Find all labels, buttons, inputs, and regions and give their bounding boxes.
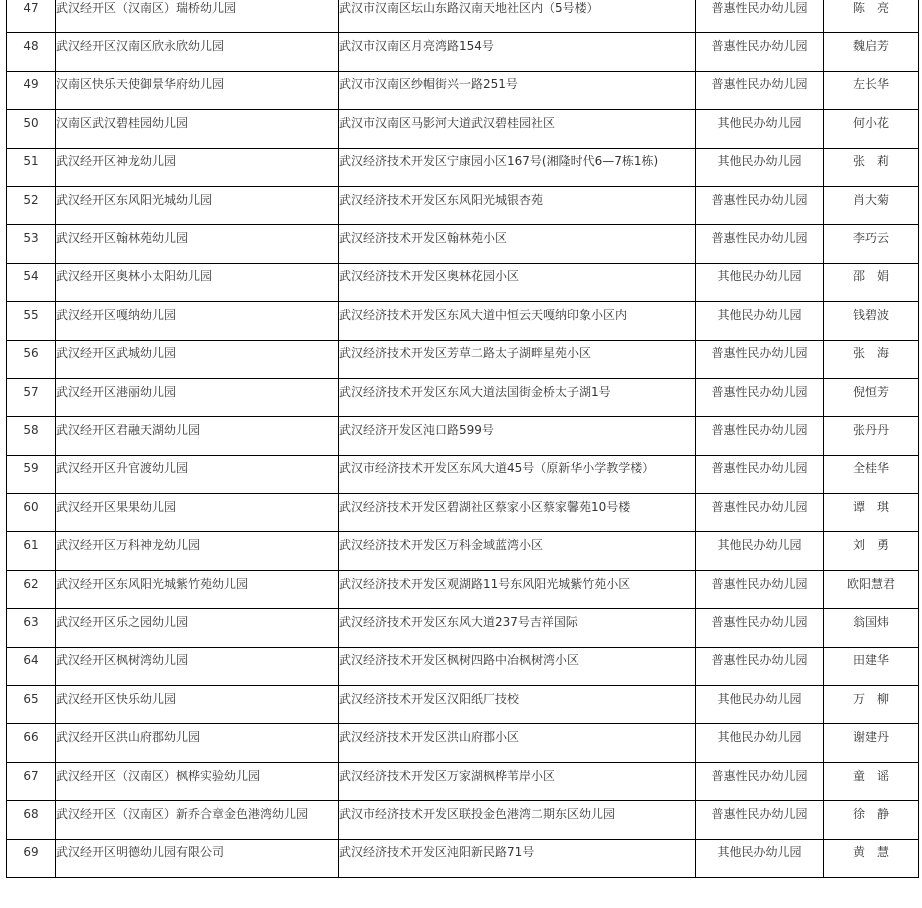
kindergarten-type: 其他民办幼儿园 — [696, 686, 824, 724]
kindergarten-type: 普惠性民办幼儿园 — [696, 762, 824, 800]
kindergarten-name: 武汉经开区明德幼儿园有限公司 — [56, 839, 339, 877]
table-row — [7, 186, 919, 224]
kindergarten-address: 武汉经济技术开发区洪山府郡小区 — [339, 724, 696, 762]
kindergarten-type: 普惠性民办幼儿园 — [696, 340, 824, 378]
principal-name: 童 谣 — [824, 762, 919, 800]
table-row — [7, 263, 919, 301]
table-row — [7, 455, 919, 493]
row-number: 60 — [7, 494, 56, 532]
kindergarten-address: 武汉经济技术开发区芳草二路太子湖畔星苑小区 — [339, 340, 696, 378]
row-number: 49 — [7, 71, 56, 109]
kindergarten-type: 普惠性民办幼儿园 — [696, 225, 824, 263]
kindergarten-address: 武汉经济技术开发区奥林花园小区 — [339, 263, 696, 301]
kindergarten-type: 普惠性民办幼儿园 — [696, 609, 824, 647]
kindergarten-type: 普惠性民办幼儿园 — [696, 71, 824, 109]
kindergarten-type: 普惠性民办幼儿园 — [696, 494, 824, 532]
kindergarten-address: 武汉经济技术开发区东风阳光城银杏苑 — [339, 186, 696, 224]
kindergarten-type: 普惠性民办幼儿园 — [696, 186, 824, 224]
row-number: 67 — [7, 762, 56, 800]
kindergarten-name: 武汉经开区（汉南区）瑞桥幼儿园 — [56, 0, 339, 33]
kindergarten-address: 武汉经济技术开发区东风大道法国街金桥太子湖1号 — [339, 378, 696, 416]
kindergarten-address: 武汉经济技术开发区万家湖枫桦苇岸小区 — [339, 762, 696, 800]
row-number: 54 — [7, 263, 56, 301]
row-number: 50 — [7, 110, 56, 148]
table-row — [7, 71, 919, 109]
kindergarten-name: 武汉经开区快乐幼儿园 — [56, 686, 339, 724]
table-row — [7, 532, 919, 570]
kindergarten-name: 武汉经开区果果幼儿园 — [56, 494, 339, 532]
row-number: 65 — [7, 686, 56, 724]
kindergarten-name: 武汉经开区（汉南区）新乔合章金色港湾幼儿园 — [56, 801, 339, 839]
kindergarten-address: 武汉市汉南区坛山东路汉南天地社区内（5号楼） — [339, 0, 696, 33]
row-number: 56 — [7, 340, 56, 378]
principal-name: 全桂华 — [824, 455, 919, 493]
row-number: 62 — [7, 570, 56, 608]
kindergarten-type: 其他民办幼儿园 — [696, 110, 824, 148]
kindergarten-address: 武汉经济技术开发区宁康园小区167号(湘隆时代6—7栋1栋) — [339, 148, 696, 186]
table-row — [7, 340, 919, 378]
row-number: 58 — [7, 417, 56, 455]
principal-name: 徐 静 — [824, 801, 919, 839]
table-row — [7, 762, 919, 800]
kindergarten-address: 武汉经济技术开发区碧湖社区蔡家小区蔡家馨苑10号楼 — [339, 494, 696, 532]
table-row — [7, 417, 919, 455]
kindergarten-name: 武汉经开区洪山府郡幼儿园 — [56, 724, 339, 762]
principal-name: 邵 娟 — [824, 263, 919, 301]
kindergarten-table-body — [7, 0, 919, 877]
table-row — [7, 110, 919, 148]
row-number: 47 — [7, 0, 56, 33]
row-number: 69 — [7, 839, 56, 877]
kindergarten-address: 武汉经济技术开发区枫树四路中冶枫树湾小区 — [339, 647, 696, 685]
kindergarten-name: 武汉经开区东风阳光城幼儿园 — [56, 186, 339, 224]
kindergarten-name: 汉南区快乐天使御景华府幼儿园 — [56, 71, 339, 109]
kindergarten-address: 武汉经济技术开发区观湖路11号东风阳光城紫竹苑小区 — [339, 570, 696, 608]
kindergarten-address: 武汉市经济技术开发区联投金色港湾二期东区幼儿园 — [339, 801, 696, 839]
kindergarten-type: 普惠性民办幼儿园 — [696, 33, 824, 71]
kindergarten-type: 其他民办幼儿园 — [696, 724, 824, 762]
table-row — [7, 0, 919, 33]
principal-name: 张 莉 — [824, 148, 919, 186]
principal-name: 黄 慧 — [824, 839, 919, 877]
row-number: 59 — [7, 455, 56, 493]
principal-name: 钱碧波 — [824, 302, 919, 340]
principal-name: 陈 亮 — [824, 0, 919, 33]
row-number: 64 — [7, 647, 56, 685]
kindergarten-name: 武汉经开区君融天湖幼儿园 — [56, 417, 339, 455]
kindergarten-address: 武汉市经济技术开发区东风大道45号（原新华小学教学楼） — [339, 455, 696, 493]
table-row — [7, 148, 919, 186]
principal-name: 田建华 — [824, 647, 919, 685]
kindergarten-type: 其他民办幼儿园 — [696, 148, 824, 186]
table-row — [7, 302, 919, 340]
table-row — [7, 494, 919, 532]
kindergarten-name: 武汉经开区万科神龙幼儿园 — [56, 532, 339, 570]
kindergarten-type: 普惠性民办幼儿园 — [696, 417, 824, 455]
kindergarten-name: 武汉经开区奥林小太阳幼儿园 — [56, 263, 339, 301]
table-row — [7, 839, 919, 877]
kindergarten-name: 武汉经开区武城幼儿园 — [56, 340, 339, 378]
row-number: 55 — [7, 302, 56, 340]
kindergarten-name: 武汉经开区港丽幼儿园 — [56, 378, 339, 416]
table-row — [7, 378, 919, 416]
kindergarten-address: 武汉市汉南区纱帽街兴一路251号 — [339, 71, 696, 109]
kindergarten-type: 其他民办幼儿园 — [696, 263, 824, 301]
principal-name: 张丹丹 — [824, 417, 919, 455]
kindergarten-name: 武汉经开区神龙幼儿园 — [56, 148, 339, 186]
principal-name: 谢建丹 — [824, 724, 919, 762]
kindergarten-type: 普惠性民办幼儿园 — [696, 0, 824, 33]
table-row — [7, 33, 919, 71]
principal-name: 万 柳 — [824, 686, 919, 724]
kindergarten-address: 武汉经济开发区沌口路599号 — [339, 417, 696, 455]
table-row — [7, 570, 919, 608]
kindergarten-type: 其他民办幼儿园 — [696, 302, 824, 340]
row-number: 68 — [7, 801, 56, 839]
row-number: 51 — [7, 148, 56, 186]
kindergarten-address: 武汉经济技术开发区东风大道237号吉祥国际 — [339, 609, 696, 647]
kindergarten-address: 武汉市汉南区月亮湾路154号 — [339, 33, 696, 71]
kindergarten-address: 武汉经济技术开发区东风大道中恒云天嘎纳印象小区内 — [339, 302, 696, 340]
row-number: 52 — [7, 186, 56, 224]
principal-name: 刘 勇 — [824, 532, 919, 570]
kindergarten-type: 普惠性民办幼儿园 — [696, 455, 824, 493]
principal-name: 欧阳慧君 — [824, 570, 919, 608]
kindergarten-type: 普惠性民办幼儿园 — [696, 378, 824, 416]
row-number: 57 — [7, 378, 56, 416]
kindergarten-type: 其他民办幼儿园 — [696, 839, 824, 877]
row-number: 61 — [7, 532, 56, 570]
kindergarten-name: 武汉经开区乐之园幼儿园 — [56, 609, 339, 647]
row-number: 53 — [7, 225, 56, 263]
kindergarten-address: 武汉经济技术开发区汉阳纸厂技校 — [339, 686, 696, 724]
kindergarten-address: 武汉经济技术开发区万科金域蓝湾小区 — [339, 532, 696, 570]
kindergarten-address: 武汉市汉南区马影河大道武汉碧桂园社区 — [339, 110, 696, 148]
table-row — [7, 801, 919, 839]
principal-name: 左长华 — [824, 71, 919, 109]
table-row — [7, 609, 919, 647]
kindergarten-address: 武汉经济技术开发区翰林苑小区 — [339, 225, 696, 263]
principal-name: 倪恒芳 — [824, 378, 919, 416]
kindergarten-name: 武汉经开区东风阳光城紫竹苑幼儿园 — [56, 570, 339, 608]
kindergarten-name: 武汉经开区枫树湾幼儿园 — [56, 647, 339, 685]
table-row — [7, 225, 919, 263]
row-number: 48 — [7, 33, 56, 71]
kindergarten-type: 普惠性民办幼儿园 — [696, 570, 824, 608]
principal-name: 谭 琪 — [824, 494, 919, 532]
table-row — [7, 647, 919, 685]
kindergarten-table — [6, 0, 919, 878]
kindergarten-name: 武汉经开区升官渡幼儿园 — [56, 455, 339, 493]
kindergarten-type: 其他民办幼儿园 — [696, 532, 824, 570]
table-row — [7, 686, 919, 724]
kindergarten-name: 武汉经开区嘎纳幼儿园 — [56, 302, 339, 340]
kindergarten-address: 武汉经济技术开发区沌阳新民路71号 — [339, 839, 696, 877]
principal-name: 李巧云 — [824, 225, 919, 263]
kindergarten-name: 汉南区武汉碧桂园幼儿园 — [56, 110, 339, 148]
kindergarten-type: 普惠性民办幼儿园 — [696, 647, 824, 685]
kindergarten-name: 武汉经开区翰林苑幼儿园 — [56, 225, 339, 263]
principal-name: 魏启芳 — [824, 33, 919, 71]
kindergarten-name: 武汉经开区汉南区欣永欣幼儿园 — [56, 33, 339, 71]
principal-name: 张 海 — [824, 340, 919, 378]
principal-name: 何小花 — [824, 110, 919, 148]
table-row — [7, 724, 919, 762]
principal-name: 肖大菊 — [824, 186, 919, 224]
principal-name: 翁国炜 — [824, 609, 919, 647]
kindergarten-type: 普惠性民办幼儿园 — [696, 801, 824, 839]
row-number: 66 — [7, 724, 56, 762]
kindergarten-name: 武汉经开区（汉南区）枫桦实验幼儿园 — [56, 762, 339, 800]
row-number: 63 — [7, 609, 56, 647]
